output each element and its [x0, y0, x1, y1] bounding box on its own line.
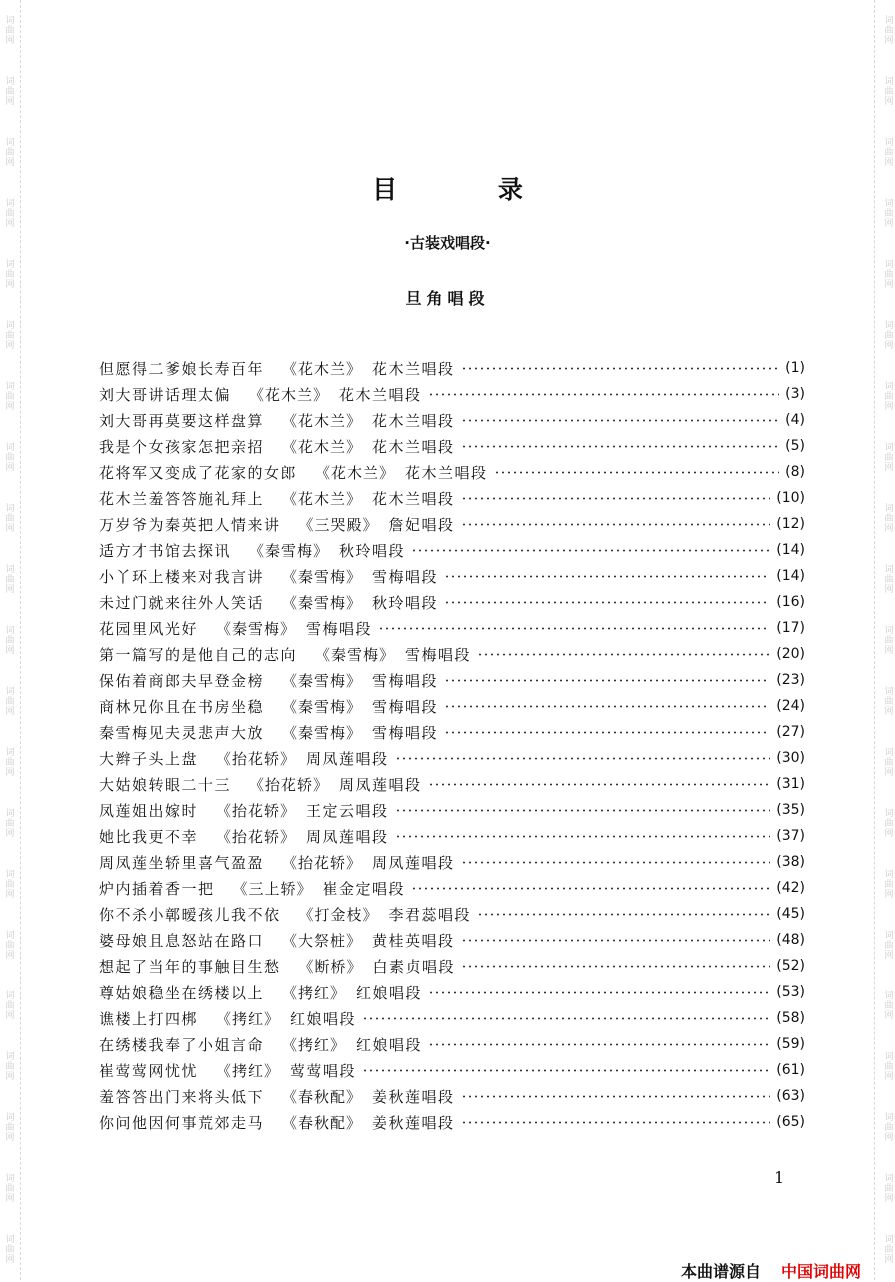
toc-dot-leader — [428, 393, 780, 396]
watermark-text: 词曲网 — [3, 259, 14, 290]
toc-entry-page: (17) — [776, 620, 805, 636]
watermark-text: 词曲网 — [882, 1234, 893, 1265]
toc-entry-page: (24) — [776, 698, 805, 714]
watermark-text: 词曲网 — [882, 1173, 893, 1204]
toc-entry-page: (5) — [785, 438, 805, 454]
toc-entry-page: (23) — [776, 672, 805, 688]
watermark-text: 词曲网 — [882, 259, 893, 290]
toc-entry-role: 雪梅唱段 — [372, 723, 439, 742]
toc-entry-page: (45) — [776, 906, 805, 922]
toc-entry-aria-title: 但愿得二爹娘长寿百年 — [99, 359, 265, 378]
watermark-text: 词曲网 — [882, 381, 893, 412]
watermark-text: 词曲网 — [3, 442, 14, 473]
watermark-text: 词曲网 — [882, 807, 893, 838]
toc-entry-page: (20) — [776, 646, 805, 662]
toc-dot-leader — [477, 653, 770, 656]
toc-entry-work-title: 《打金枝》 — [298, 905, 379, 924]
toc-entry[interactable] — [99, 953, 805, 979]
toc-entry-aria-title: 崔莺莺网忧忧 — [99, 1061, 199, 1080]
watermark-text: 词曲网 — [882, 1112, 893, 1143]
toc-dot-leader — [444, 731, 770, 734]
toc-entry[interactable] — [99, 1083, 805, 1109]
toc-entry[interactable] — [99, 381, 805, 407]
watermark-text: 词曲网 — [882, 198, 893, 229]
toc-entry-work-title: 《花木兰》 — [315, 463, 396, 482]
toc-entry-work-title: 《抬花轿》 — [216, 827, 297, 846]
watermark-text: 词曲网 — [882, 624, 893, 655]
toc-entry-aria-title: 商林兄你且在书房坐稳 — [99, 697, 265, 716]
toc-entry-role: 李君蕊唱段 — [388, 905, 472, 924]
watermark-text: 词曲网 — [882, 685, 893, 716]
toc-entry-aria-title: 花木兰羞答答施礼拜上 — [99, 489, 265, 508]
toc-entry-aria-title: 在绣楼我奉了小姐言命 — [99, 1035, 265, 1054]
toc-entry-page: (53) — [776, 984, 805, 1000]
toc-dot-leader — [494, 471, 780, 474]
toc-entry-page: (3) — [785, 386, 805, 402]
watermark-text: 词曲网 — [3, 990, 14, 1021]
toc-entry-page: (59) — [776, 1036, 805, 1052]
toc-entry[interactable] — [99, 719, 805, 745]
toc-entry-aria-title: 你不杀小鄣暧孩儿我不依 — [99, 905, 281, 924]
toc-entry[interactable] — [99, 355, 805, 381]
watermark-text: 词曲网 — [882, 990, 893, 1021]
page-number: 1 — [774, 1168, 785, 1187]
toc-entry[interactable] — [99, 771, 805, 797]
toc-entry[interactable] — [99, 901, 805, 927]
toc-entry[interactable] — [99, 693, 805, 719]
toc-entry-aria-title: 刘大哥再莫要这样盘算 — [99, 411, 265, 430]
toc-entry-work-title: 《三上轿》 — [232, 879, 313, 898]
toc-entry-aria-title: 我是个女孩家怎把亲招 — [99, 437, 265, 456]
watermark-text: 词曲网 — [882, 1051, 893, 1082]
toc-dot-leader — [461, 367, 780, 370]
watermark-text: 词曲网 — [3, 137, 14, 168]
toc-entry-aria-title: 谯楼上打四梆 — [99, 1009, 199, 1028]
toc-entry[interactable] — [99, 641, 805, 667]
toc-entry-page: (14) — [776, 568, 805, 584]
toc-entry-page: (4) — [785, 412, 805, 428]
toc-entry-work-title: 《抬花轿》 — [216, 801, 297, 820]
toc-dot-leader — [461, 1095, 771, 1098]
toc-entry-page: (52) — [776, 958, 805, 974]
toc-dot-leader — [428, 991, 770, 994]
toc-entry-role: 周凤莲唱段 — [306, 827, 389, 846]
watermark-text: 词曲网 — [3, 563, 14, 594]
toc-entry-role: 周凤莲唱段 — [339, 775, 422, 794]
toc-dot-leader — [461, 497, 771, 500]
toc-dot-leader — [428, 783, 771, 786]
toc-entry-role: 红娘唱段 — [356, 1035, 423, 1054]
toc-entry-work-title: 《花木兰》 — [249, 385, 330, 404]
toc-entry[interactable] — [99, 1031, 805, 1057]
toc-entry[interactable] — [99, 433, 805, 459]
toc-entry[interactable] — [99, 875, 805, 901]
toc-entry-role: 红娘唱段 — [290, 1009, 357, 1028]
toc-entry-aria-title: 炉内插着香一把 — [99, 879, 215, 898]
toc-dot-leader — [395, 835, 771, 838]
toc-entry-role: 秋玲唱段 — [339, 541, 406, 560]
toc-entry-work-title: 《抬花轿》 — [216, 749, 297, 768]
toc-entry-page: (10) — [776, 490, 805, 506]
toc-dot-leader — [395, 757, 771, 760]
toc-entry-aria-title: 万岁爷为秦英把人情来讲 — [99, 515, 281, 534]
toc-entry-work-title: 《断桥》 — [298, 957, 363, 976]
toc-dot-leader — [461, 523, 771, 526]
footer-source-label: 本曲谱源自 — [680, 1262, 761, 1281]
toc-entry-page: (48) — [776, 932, 805, 948]
toc-entry-work-title: 《春秋配》 — [282, 1087, 363, 1106]
toc-entry-aria-title: 第一篇写的是他自己的志向 — [99, 645, 298, 664]
toc-entry-aria-title: 想起了当年的事触目生愁 — [99, 957, 281, 976]
toc-entry-page: (37) — [776, 828, 805, 844]
toc-entry-role: 花木兰唱段 — [372, 359, 455, 378]
toc-entry-work-title: 《拷红》 — [216, 1061, 281, 1080]
toc-entry-aria-title: 大辫子头上盘 — [99, 749, 199, 768]
toc-entry-page: (14) — [776, 542, 805, 558]
toc-entry-page: (63) — [776, 1088, 805, 1104]
toc-entry[interactable] — [99, 459, 805, 485]
toc-dot-leader — [444, 679, 770, 682]
toc-entry-aria-title: 适方才书馆去探讯 — [99, 541, 232, 560]
toc-entry-role: 红娘唱段 — [356, 983, 423, 1002]
toc-entry-work-title: 《秦雪梅》 — [282, 567, 363, 586]
toc-entry[interactable] — [99, 485, 805, 511]
toc-entry[interactable] — [99, 667, 805, 693]
watermark-text: 词曲网 — [3, 929, 14, 960]
watermark-text: 词曲网 — [3, 1234, 14, 1265]
toc-entry-role: 周凤莲唱段 — [372, 853, 455, 872]
toc-entry[interactable] — [99, 1109, 805, 1135]
toc-entry-aria-title: 秦雪梅见夫灵悲声大放 — [99, 723, 265, 742]
toc-entry-role: 王定云唱段 — [306, 801, 389, 820]
toc-entry[interactable] — [99, 927, 805, 953]
toc-entry-aria-title: 保佑着商郎夫早登金榜 — [99, 671, 265, 690]
toc-entry-work-title: 《花木兰》 — [282, 489, 363, 508]
toc-entry-work-title: 《拷红》 — [216, 1009, 281, 1028]
toc-entry-aria-title: 凤莲姐出嫁时 — [99, 801, 199, 820]
toc-entry-page: (30) — [776, 750, 805, 766]
toc-entry-work-title: 《抬花轿》 — [282, 853, 363, 872]
watermark-text: 词曲网 — [882, 137, 893, 168]
toc-entry-role: 雪梅唱段 — [405, 645, 472, 664]
toc-entry-work-title: 《秦雪梅》 — [315, 645, 396, 664]
toc-entry-role: 姜秋莲唱段 — [372, 1087, 455, 1106]
toc-entry-aria-title: 周凤莲坐轿里喜气盈盈 — [99, 853, 265, 872]
toc-entry[interactable] — [99, 745, 805, 771]
toc-entry-work-title: 《秦雪梅》 — [282, 671, 363, 690]
toc-dot-leader — [461, 445, 780, 448]
toc-entry[interactable] — [99, 537, 805, 563]
toc-entry[interactable] — [99, 615, 805, 641]
toc-entry-work-title: 《三哭殿》 — [298, 515, 379, 534]
watermark-text: 词曲网 — [3, 685, 14, 716]
toc-dot-leader — [461, 939, 771, 942]
toc-entry-aria-title: 羞答答出门来将头低下 — [99, 1087, 265, 1106]
toc-dot-leader — [444, 575, 770, 578]
toc-dot-leader — [378, 627, 770, 630]
footer-brand-link[interactable]: 中国词曲网 — [780, 1262, 861, 1281]
toc-entry[interactable] — [99, 823, 805, 849]
watermark-text: 词曲网 — [882, 502, 893, 533]
toc-entry-role: 詹妃唱段 — [388, 515, 455, 534]
toc-entry-role: 雪梅唱段 — [372, 697, 439, 716]
toc-entry-page: (12) — [776, 516, 805, 532]
watermark-text: 词曲网 — [3, 624, 14, 655]
watermark-text: 词曲网 — [3, 502, 14, 533]
source-footer — [681, 1259, 861, 1282]
toc-entry-work-title: 《秦雪梅》 — [249, 541, 330, 560]
watermark-text: 词曲网 — [3, 381, 14, 412]
toc-entry-page: (38) — [776, 854, 805, 870]
toc-entry-work-title: 《花木兰》 — [282, 411, 363, 430]
toc-entry-role: 花木兰唱段 — [405, 463, 488, 482]
watermark-text: 词曲网 — [3, 76, 14, 107]
toc-entry-work-title: 《花木兰》 — [282, 359, 363, 378]
toc-entry-role: 崔金定唱段 — [322, 879, 406, 898]
toc-entry-role: 周凤莲唱段 — [306, 749, 389, 768]
toc-entry-aria-title: 她比我更不幸 — [99, 827, 199, 846]
watermark-text: 词曲网 — [882, 15, 893, 46]
watermark-text: 词曲网 — [882, 320, 893, 351]
toc-entry-work-title: 《春秋配》 — [282, 1113, 363, 1132]
toc-entry-work-title: 《拷红》 — [282, 1035, 347, 1054]
watermark-text: 词曲网 — [882, 563, 893, 594]
toc-entry-work-title: 《秦雪梅》 — [282, 723, 363, 742]
toc-dot-leader — [362, 1017, 770, 1020]
watermark-text: 词曲网 — [882, 76, 893, 107]
toc-entry[interactable] — [99, 849, 805, 875]
watermark-text: 词曲网 — [3, 320, 14, 351]
toc-dot-leader — [411, 549, 770, 552]
toc-entry-page: (42) — [776, 880, 805, 896]
toc-dot-leader — [461, 1121, 771, 1124]
toc-entry-role: 花木兰唱段 — [372, 411, 455, 430]
toc-entry-role: 雪梅唱段 — [372, 671, 439, 690]
watermark-text: 词曲网 — [882, 746, 893, 777]
toc-entry-work-title: 《拷红》 — [282, 983, 347, 1002]
toc-entry-aria-title: 婆母娘且息怒站在路口 — [99, 931, 265, 950]
toc-entry-role: 秋玲唱段 — [372, 593, 439, 612]
toc-entry-page: (58) — [776, 1010, 805, 1026]
watermark-text: 词曲网 — [3, 198, 14, 229]
toc-entry-page: (35) — [776, 802, 805, 818]
toc-dot-leader — [411, 887, 770, 890]
toc-entry-work-title: 《秦雪梅》 — [282, 593, 363, 612]
toc-entry-aria-title: 小丫环上楼来对我言讲 — [99, 567, 265, 586]
watermark-text: 词曲网 — [3, 746, 14, 777]
toc-entry-work-title: 《花木兰》 — [282, 437, 363, 456]
toc-entry-role: 姜秋莲唱段 — [372, 1113, 455, 1132]
section-heading: ·古装戏唱段· — [404, 234, 491, 252]
watermark-text: 词曲网 — [882, 929, 893, 960]
toc-entry[interactable] — [99, 1057, 805, 1083]
toc-entry-role: 黄桂英唱段 — [372, 931, 455, 950]
toc-entry-work-title: 《秦雪梅》 — [282, 697, 363, 716]
toc-entry-aria-title: 大姑娘转眼二十三 — [99, 775, 232, 794]
toc-dot-leader — [477, 913, 770, 916]
toc-entry-role: 白素贞唱段 — [372, 957, 456, 976]
watermark-text: 词曲网 — [3, 868, 14, 899]
toc-dot-leader — [428, 1043, 770, 1046]
table-of-contents — [99, 355, 805, 1135]
watermark-text: 词曲网 — [882, 868, 893, 899]
toc-entry-page: (8) — [785, 464, 805, 480]
toc-entry-aria-title: 未过门就来往外人笑话 — [99, 593, 265, 612]
watermark-text: 词曲网 — [3, 1112, 14, 1143]
toc-entry-role: 雪梅唱段 — [372, 567, 439, 586]
toc-dot-leader — [362, 1069, 770, 1072]
toc-dot-leader — [461, 965, 770, 968]
toc-entry-work-title: 《大祭桩》 — [282, 931, 363, 950]
toc-entry-aria-title: 花将军又变成了花家的女郎 — [99, 463, 298, 482]
toc-entry-aria-title: 你问他因何事荒郊走马 — [99, 1113, 265, 1132]
watermark-text: 词曲网 — [3, 15, 14, 46]
watermark-text: 词曲网 — [3, 1051, 14, 1082]
toc-entry[interactable] — [99, 407, 805, 433]
toc-entry-page: (1) — [785, 360, 805, 376]
toc-entry-page: (31) — [776, 776, 805, 792]
toc-dot-leader — [461, 419, 780, 422]
toc-dot-leader — [444, 705, 770, 708]
toc-entry-page: (65) — [776, 1114, 805, 1130]
toc-dot-leader — [461, 861, 771, 864]
toc-entry-work-title: 《抬花轿》 — [249, 775, 330, 794]
toc-entry-role: 花木兰唱段 — [372, 489, 455, 508]
toc-entry-role: 花木兰唱段 — [372, 437, 455, 456]
toc-entry-page: (27) — [776, 724, 805, 740]
toc-entry[interactable] — [99, 1005, 805, 1031]
toc-entry-work-title: 《秦雪梅》 — [216, 619, 297, 638]
toc-entry-aria-title: 刘大哥讲话理太偏 — [99, 385, 232, 404]
watermark-text: 词曲网 — [882, 442, 893, 473]
toc-entry-page: (16) — [776, 594, 805, 610]
toc-entry-page: (61) — [776, 1062, 805, 1078]
watermark-text: 词曲网 — [3, 807, 14, 838]
toc-entry[interactable] — [99, 589, 805, 615]
page-title: 目 录 — [372, 175, 569, 204]
toc-entry[interactable] — [99, 797, 805, 823]
subsection-heading: 旦角唱段 — [405, 289, 490, 308]
toc-entry-aria-title: 尊姑娘稳坐在绣楼以上 — [99, 983, 265, 1002]
toc-dot-leader — [395, 809, 771, 812]
toc-entry[interactable] — [99, 563, 805, 589]
watermark-text: 词曲网 — [3, 1173, 14, 1204]
toc-entry[interactable] — [99, 979, 805, 1005]
toc-dot-leader — [444, 601, 770, 604]
toc-entry-role: 雪梅唱段 — [306, 619, 373, 638]
toc-entry-role: 莺莺唱段 — [290, 1061, 357, 1080]
toc-entry-aria-title: 花园里风光好 — [99, 619, 199, 638]
toc-entry-role: 花木兰唱段 — [339, 385, 422, 404]
toc-entry[interactable] — [99, 511, 805, 537]
